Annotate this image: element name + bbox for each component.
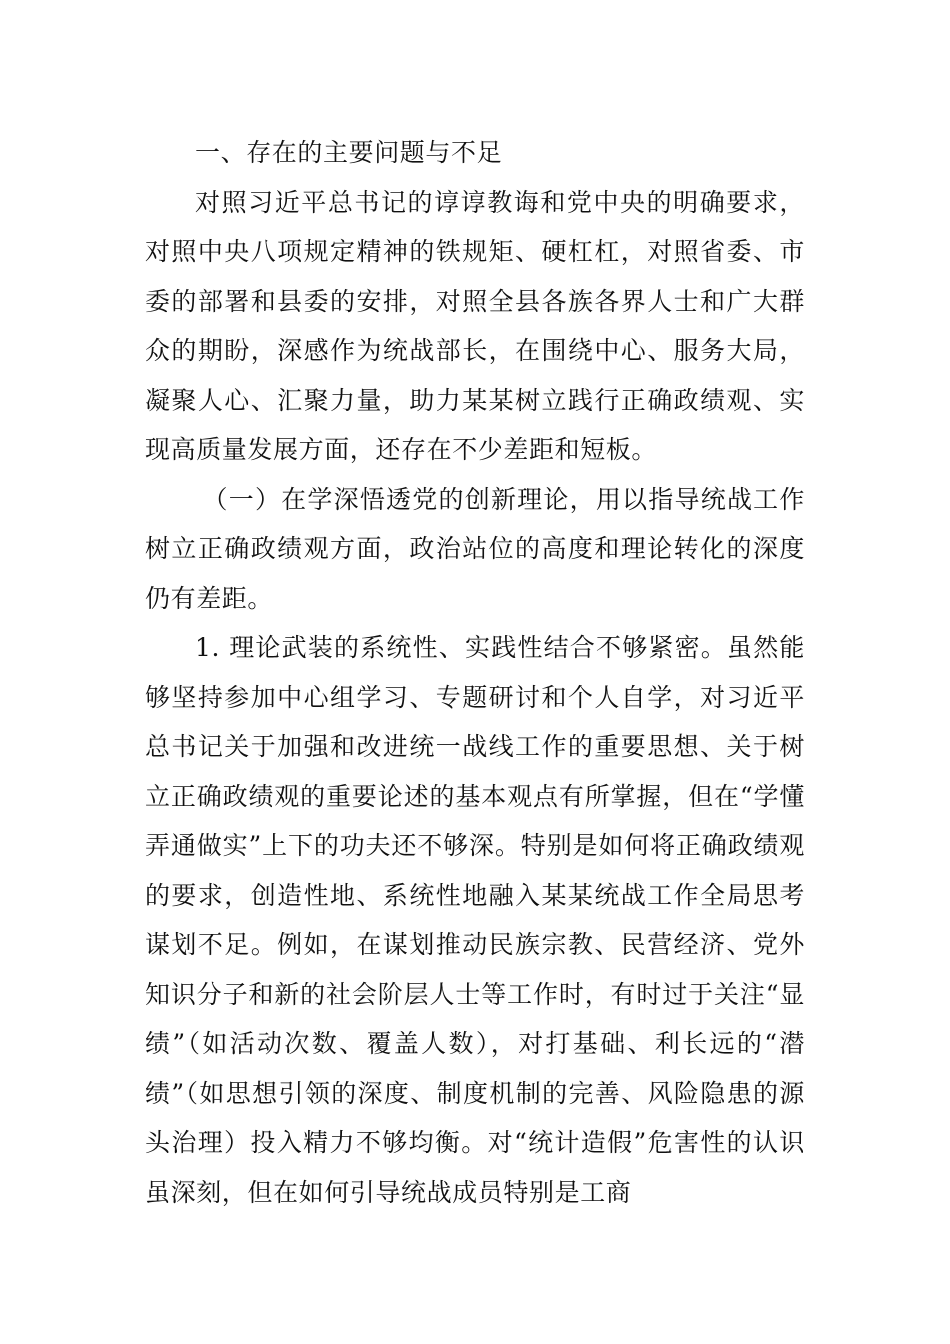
intro-paragraph: 对照习近平总书记的谆谆教诲和党中央的明确要求，对照中央八项规定精神的铁规矩、硬杠杠，对照省委、市委的部署和县委的安排，对照全县各族各界人士和广大群众的期盼，深感作为统战部长，在围绕中心、服务大局，凝聚人心、汇聚力量，助力某某树立践行正确政绩观、实现高质量发展方面，还存在不少差距和短板。	[145, 187, 805, 464]
section-heading: 一、存在的主要问题与不足	[195, 138, 503, 167]
document-body	[145, 128, 805, 1217]
subsection-title: （一）在学深悟透党的创新理论，用以指导统战工作树立正确政绩观方面，政治站位的高度和理论转化的深度仍有差距。	[145, 484, 805, 613]
item-paragraph: 1. 理论武装的系统性、实践性结合不够紧密。虽然能够坚持参加中心组学习、专题研讨和个人自学，对习近平总书记关于加强和改进统一战线工作的重要思想、关于树立正确政绩观的重要论述的基本观点有所掌握，但在“学懂弄通做实”上下的功夫还不够深。特别是如何将正确政绩观的要求，创造性地、系统性地融入某某统战工作全局思考谋划不足。例如，在谋划推动民族宗教、民营经济、党外知识分子和新的社会阶层人士等工作时，有时过于关注“显绩”（如活动次数、覆盖人数），对打基础、利长远的“潜绩”（如思想引领的深度、制度机制的完善、风险隐患的源头治理）投入精力不够均衡。对“统计造假”危害性的认识虽深刻，但在如何引导统战成员特别是工商	[145, 633, 805, 1207]
